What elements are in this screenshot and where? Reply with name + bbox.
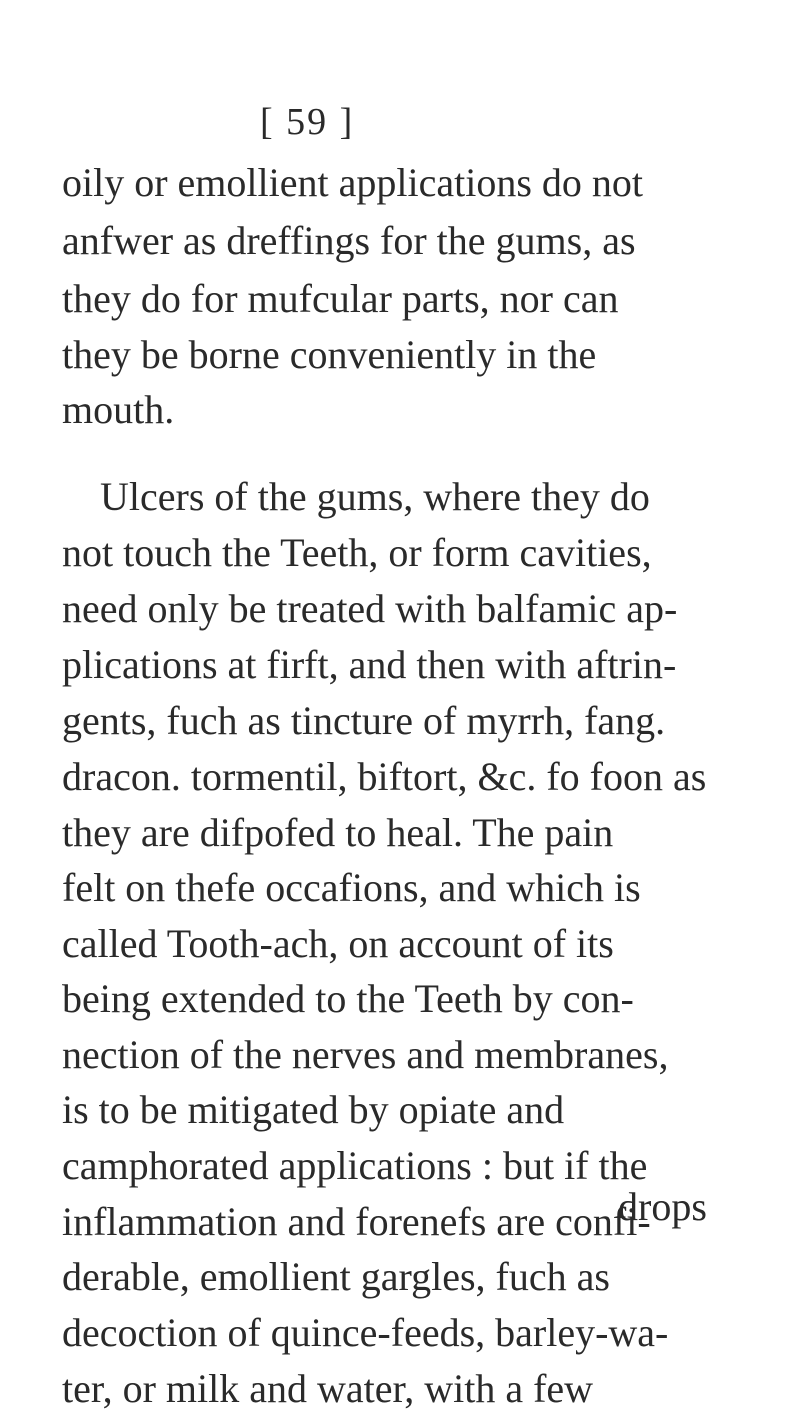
text-line: not touch the Teeth, or form cavities,: [62, 530, 652, 575]
text-line: anfwer as dreffings for the gums, as: [62, 218, 636, 263]
text-line: called Tooth-ach, on account of its: [62, 921, 614, 966]
text-line: they are difpofed to heal. The pain: [62, 810, 614, 855]
text-line: plications at firft, and then with aftrin-: [62, 642, 677, 687]
text-line: mouth.: [62, 387, 175, 432]
catchword: drops: [618, 1184, 707, 1229]
text-line: being extended to the Teeth by con-: [62, 976, 634, 1021]
text-line: decoction of quince-feeds, barley-wa-: [62, 1310, 669, 1355]
text-line: inflammation and forenefs are confi-: [62, 1199, 651, 1244]
text-line: ter, or milk and water, with a few: [62, 1366, 594, 1411]
page-number: [ 59 ]: [260, 101, 355, 143]
text-line: felt on thefe occafions, and which is: [62, 865, 641, 910]
text-line: camphorated applications : but if the: [62, 1143, 648, 1188]
text-line: nection of the nerves and membranes,: [62, 1032, 669, 1077]
text-line: dracon. tormentil, biftort, &c. fo foon as: [62, 754, 707, 799]
text-line: derable, emollient gargles, fuch as: [62, 1254, 610, 1299]
text-line: Ulcers of the gums, where they do: [100, 474, 650, 519]
text-line: oily or emollient applications do not: [62, 160, 644, 205]
text-line: they be borne conveniently in the: [62, 332, 597, 377]
text-line: is to be mitigated by opiate and: [62, 1087, 565, 1132]
text-line: they do for mufcular parts, nor can: [62, 276, 619, 321]
text-line: gents, fuch as tincture of myrrh, fang.: [62, 698, 666, 743]
text-line: need only be treated with balfamic ap-: [62, 586, 678, 631]
